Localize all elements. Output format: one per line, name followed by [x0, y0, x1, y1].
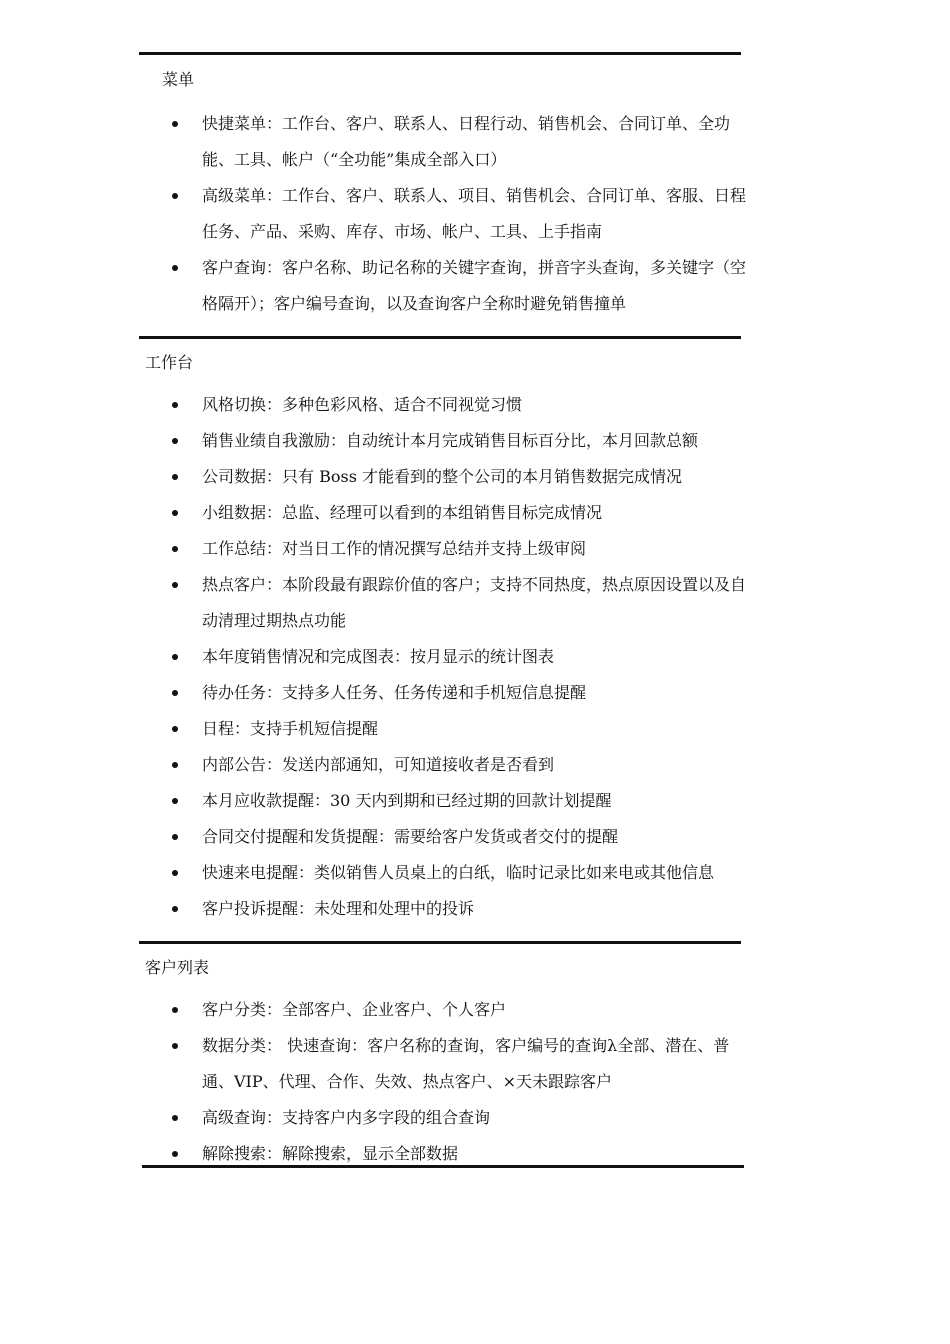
list-item: 风格切换：多种色彩风格、适合不同视觉习惯 — [168, 387, 748, 423]
bullet-icon — [172, 1043, 178, 1049]
list-item: 日程：支持手机短信提醒 — [168, 711, 748, 747]
section-divider — [139, 941, 741, 944]
section-title-customer-list: 客户列表 — [145, 958, 210, 977]
bullet-icon — [172, 834, 178, 840]
bullet-icon — [172, 438, 178, 444]
bullet-icon — [172, 1151, 178, 1157]
list-item: 客户投诉提醒：未处理和处理中的投诉 — [168, 891, 748, 927]
bullet-icon — [172, 474, 178, 480]
bullet-icon — [172, 121, 178, 127]
section-title-workbench: 工作台 — [145, 353, 194, 372]
list-item: 客户分类：全部客户、企业客户、个人客户 — [168, 992, 748, 1028]
menu-list — [168, 106, 748, 322]
bullet-icon — [172, 798, 178, 804]
list-item: 高级菜单：工作台、客户、联系人、项目、销售机会、合同订单、客服、日程任务、产品、采购、库存、市场、帐户、工具、上手指南 — [168, 178, 748, 250]
list-item: 快速来电提醒：类似销售人员桌上的白纸，临时记录比如来电或其他信息 — [168, 855, 748, 891]
bullet-icon — [172, 762, 178, 768]
list-item: 高级查询：支持客户内多字段的组合查询 — [168, 1100, 748, 1136]
customer-list — [168, 992, 748, 1172]
section-divider — [142, 1165, 744, 1168]
list-item: 本年度销售情况和完成图表：按月显示的统计图表 — [168, 639, 748, 675]
section-divider — [139, 336, 741, 339]
bullet-icon — [172, 582, 178, 588]
bullet-icon — [172, 726, 178, 732]
bullet-icon — [172, 1007, 178, 1013]
bullet-icon — [172, 402, 178, 408]
list-item: 解除搜索：解除搜索，显示全部数据 — [168, 1136, 748, 1172]
bullet-icon — [172, 690, 178, 696]
bullet-icon — [172, 510, 178, 516]
list-item: 待办任务：支持多人任务、任务传递和手机短信息提醒 — [168, 675, 748, 711]
list-item: 合同交付提醒和发货提醒：需要给客户发货或者交付的提醒 — [168, 819, 748, 855]
bullet-icon — [172, 546, 178, 552]
list-item: 小组数据：总监、经理可以看到的本组销售目标完成情况 — [168, 495, 748, 531]
bullet-icon — [172, 870, 178, 876]
list-item: 销售业绩自我激励：自动统计本月完成销售目标百分比，本月回款总额 — [168, 423, 748, 459]
list-item: 内部公告：发送内部通知，可知道接收者是否看到 — [168, 747, 748, 783]
list-item: 公司数据：只有 Boss 才能看到的整个公司的本月销售数据完成情况 — [168, 459, 748, 495]
workbench-list — [168, 387, 748, 927]
bullet-icon — [172, 1115, 178, 1121]
bullet-icon — [172, 654, 178, 660]
list-item: 本月应收款提醒：30 天内到期和已经过期的回款计划提醒 — [168, 783, 748, 819]
list-item: 数据分类： 快速查询：客户名称的查询，客户编号的查询λ全部、潜在、普通、VIP、代理、合作、失效、热点客户、×天未跟踪客户 — [168, 1028, 748, 1100]
list-item: 快捷菜单：工作台、客户、联系人、日程行动、销售机会、合同订单、全功能、工具、帐户（“全功能”集成全部入口） — [168, 106, 748, 178]
list-item: 工作总结：对当日工作的情况撰写总结并支持上级审阅 — [168, 531, 748, 567]
bullet-icon — [172, 265, 178, 271]
list-item: 热点客户：本阶段最有跟踪价值的客户；支持不同热度，热点原因设置以及自动清理过期热点功能 — [168, 567, 748, 639]
bullet-icon — [172, 193, 178, 199]
list-item: 客户查询：客户名称、助记名称的关键字查询，拼音字头查询，多关键字（空格隔开）；客户编号查询，以及查询客户全称时避免销售撞单 — [168, 250, 748, 322]
section-title-menu: 菜单 — [162, 70, 195, 89]
section-divider — [139, 52, 741, 55]
bullet-icon — [172, 906, 178, 912]
